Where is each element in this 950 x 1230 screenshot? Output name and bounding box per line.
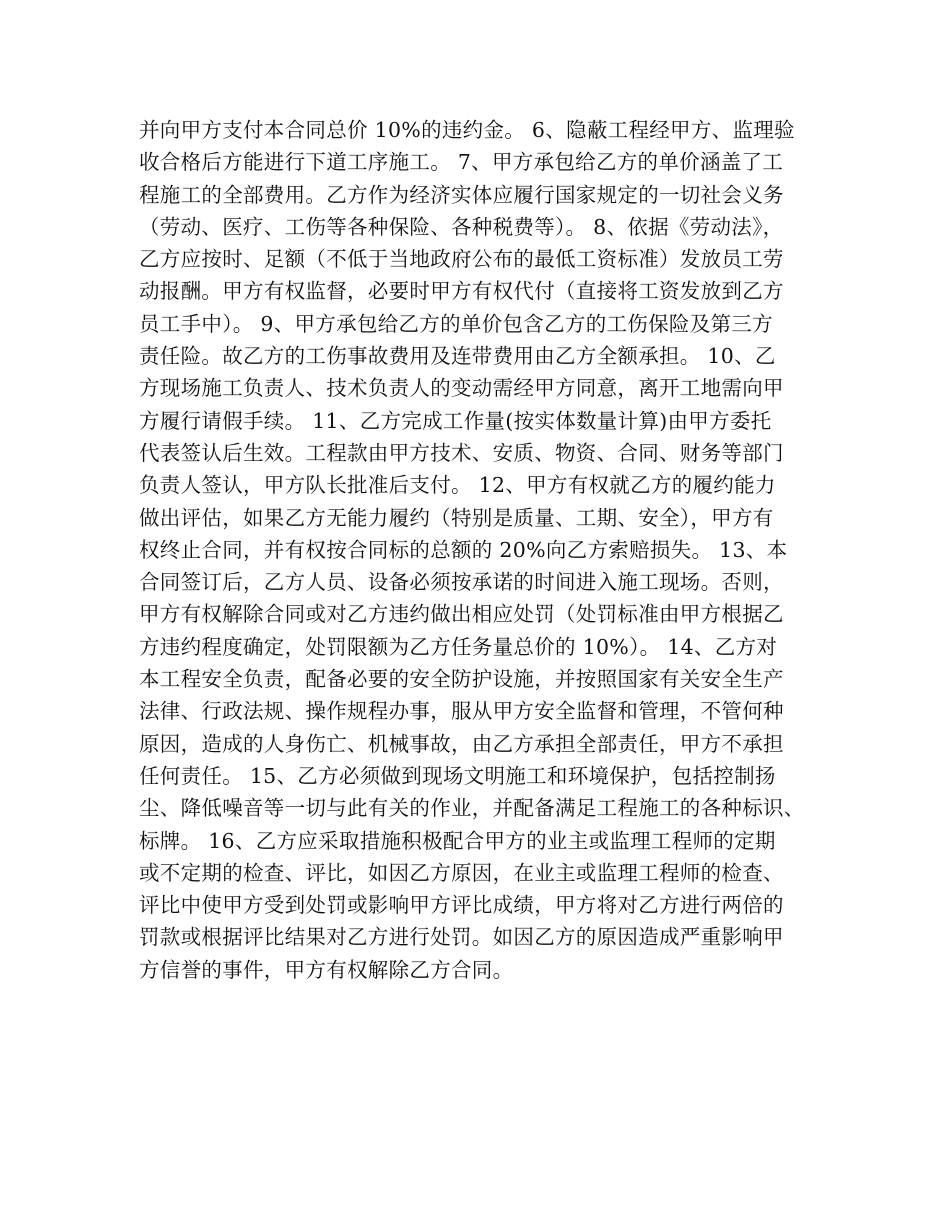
text-line: 方违约程度确定，处罚限额为乙方任务量总价的 10%）。 14、乙方对 [139, 634, 778, 659]
text-line: 甲方有权解除合同或对乙方违约做出相应处罚（处罚标准由甲方根据乙 [139, 602, 784, 627]
text-line: 员工手中）。 9、甲方承包给乙方的单价包含乙方的工伤保险及第三方 [139, 311, 773, 336]
text-line: 代表签认后生效。工程款由甲方技术、安质、物资、合同、财务等部门 [139, 440, 784, 465]
text-line: 收合格后方能进行下道工序施工。 7、甲方承包给乙方的单价涵盖了工 [139, 150, 784, 175]
text-line: 尘、降低噪音等一切与此有关的作业，并配备满足工程施工的各种标识、 [139, 796, 805, 821]
text-line: 程施工的全部费用。乙方作为经济实体应履行国家规定的一切社会义务 [139, 182, 784, 207]
text-line: （劳动、医疗、工伤等各种保险、各种税费等）。 8、依据《劳动法》， [139, 214, 784, 239]
text-line: 动报酬。甲方有权监督，必要时甲方有权代付（直接将工资发放到乙方 [139, 279, 784, 304]
text-line: 责任险。故乙方的工伤事故费用及连带费用由乙方全额承担。 10、乙 [139, 344, 776, 369]
text-line: 并向甲方支付本合同总价 10%的违约金。 6、隐蔽工程经甲方、监理验 [139, 118, 795, 142]
text-line: 评比中使甲方受到处罚或影响甲方评比成绩，甲方将对乙方进行两倍的 [139, 893, 784, 918]
text-line: 或不定期的检查、评比，如因乙方原因，在业主或监理工程师的检查、 [139, 860, 784, 885]
text-line: 乙方应按时、足额（不低于当地政府公布的最低工资标准）发放员工劳 [139, 247, 784, 272]
text-line: 负责人签认，甲方队长批准后支付。 12、甲方有权就乙方的履约能力 [139, 473, 776, 498]
contract-body-text [139, 114, 819, 986]
text-line: 方信誉的事件，甲方有权解除乙方合同。 [139, 957, 514, 982]
text-line: 原因，造成的人身伤亡、机械事故，由乙方承担全部责任，甲方不承担 [139, 731, 784, 756]
text-line: 任何责任。 15、乙方必须做到现场文明施工和环境保护，包括控制扬 [139, 763, 776, 788]
text-line: 合同签订后，乙方人员、设备必须按承诺的时间进入施工现场。否则， [139, 570, 784, 595]
text-line: 罚款或根据评比结果对乙方进行处罚。如因乙方的原因造成严重影响甲 [139, 925, 784, 950]
text-line: 做出评估，如果乙方无能力履约（特别是质量、工期、安全），甲方有 [139, 505, 774, 530]
text-line: 法律、行政法规、操作规程办事，服从甲方安全监督和管理，不管何种 [139, 699, 784, 724]
text-line: 本工程安全负责，配备必要的安全防护设施，并按照国家有关安全生产 [139, 667, 784, 692]
text-line: 方履行请假手续。 11、乙方完成工作量(按实体数量计算)由甲方委托 [139, 408, 772, 433]
text-line: 标牌。 16、乙方应采取措施积极配合甲方的业主或监理工程师的定期 [139, 828, 776, 853]
text-line: 权终止合同，并有权按合同标的总额的 20%向乙方索赔损失。 13、本 [139, 537, 788, 562]
text-line: 方现场施工负责人、技术负责人的变动需经甲方同意，离开工地需向甲 [139, 376, 784, 401]
